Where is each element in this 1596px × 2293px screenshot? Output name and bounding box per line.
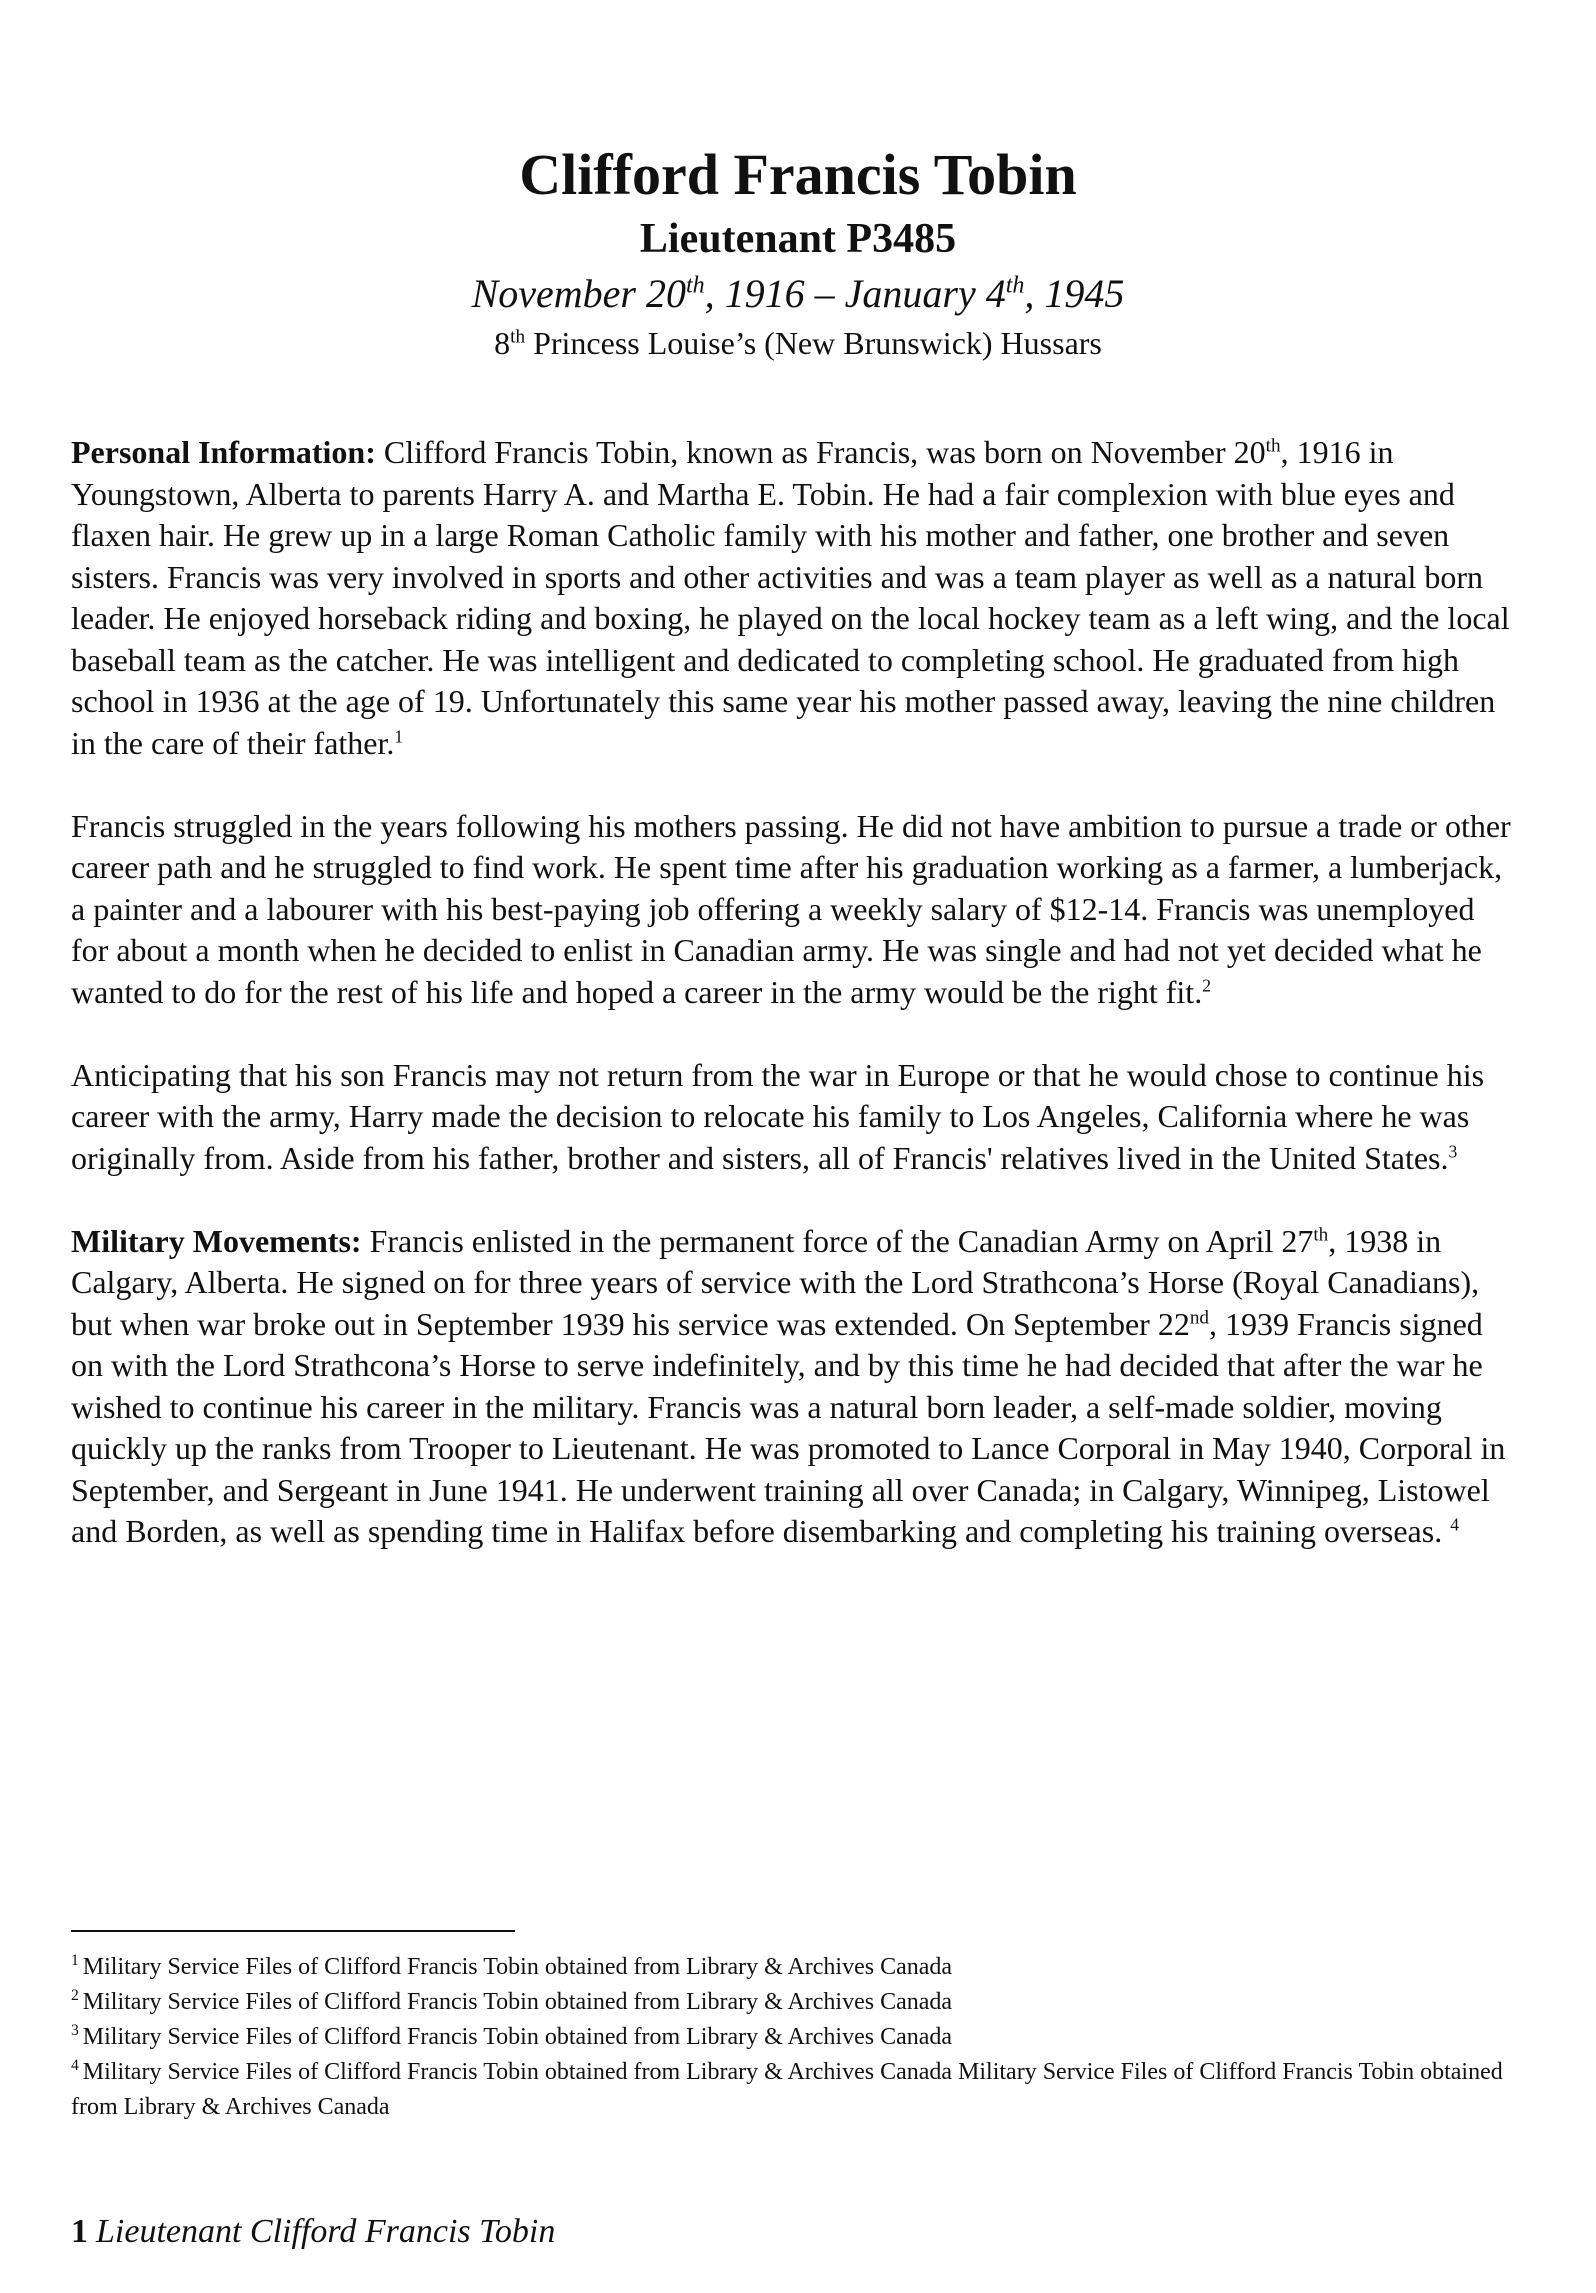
family-relocation-paragraph bbox=[71, 1055, 1511, 1180]
life-dates bbox=[0, 268, 1596, 320]
death-date-ordinal: th bbox=[1005, 272, 1025, 299]
footnote bbox=[71, 1950, 1511, 1985]
footnote-text: Military Service Files of Clifford Francis Tobin obtained from Library & Archives Canada Military Service Files of Clifford Francis Tobin obtained from Library & Archives Canada bbox=[71, 2059, 1503, 2120]
paragraph-text: Francis struggled in the years following his mothers passing. He did not have ambition to pursue a trade or other career path and he struggled to find work. He spent time after his graduation working as a farmer, a lumberjack, a painter and a labourer with his best-paying job offering a weekly salary of $12-14. Francis was unemployed for about a month when he decided to enlist in Canadian army. He was single and had not yet decided what he wanted to do for the rest of his life and hoped a career in the army would be the right fit. bbox=[71, 807, 1511, 1010]
page-number: 1 bbox=[71, 2213, 88, 2250]
regiment-name: Princess Louise’s (New Brunswick) Hussars bbox=[525, 325, 1102, 361]
paragraph-text: Anticipating that his son Francis may not return from the war in Europe or that he would chose to continue his career with the army, Harry made the decision to relocate his family to Los Angeles, California where he was originally from. Aside from his father, brother and sisters, all of Francis' relatives lived in the United States. bbox=[71, 1056, 1485, 1176]
footnote-divider bbox=[71, 1930, 515, 1932]
death-date-text: , 1916 – January 4 bbox=[704, 271, 1006, 316]
footnote bbox=[71, 2020, 1511, 2055]
footnote-number: 4 bbox=[71, 2057, 79, 2074]
death-year-text: , 1945 bbox=[1024, 271, 1125, 316]
footnote-text: Military Service Files of Clifford Francis Tobin obtained from Library & Archives Canada bbox=[82, 1954, 953, 1980]
military-movements-paragraph bbox=[71, 1221, 1511, 1553]
footnote-number: 2 bbox=[71, 1987, 79, 2004]
footnotes-section bbox=[71, 1950, 1511, 2125]
paragraph-text: , 1939 Francis signed on with the Lord Strathcona’s Horse to serve indefinitely, and by this time he had decided that after the war he wished to continue his career in the military. Francis was a natural born leader, a self-made soldier, moving quickly up the ranks from Trooper to Lieutenant. He was promoted to Lance Corporal in May 1940, Corporal in September, and Sergeant in June 1941. He underwent training all over Canada; in Calgary, Winnipeg, Listowel and Borden, as well as spending time in Halifax before disembarking and completing his training overseas. bbox=[71, 1305, 1506, 1549]
date-ordinal: th bbox=[1265, 435, 1281, 457]
footnote-reference[interactable]: 2 bbox=[1202, 974, 1211, 995]
document-body bbox=[71, 432, 1511, 1594]
footnote-reference[interactable]: 3 bbox=[1448, 1140, 1458, 1161]
birth-date-ordinal: th bbox=[685, 272, 705, 299]
footnote-text: Military Service Files of Clifford Francis Tobin obtained from Library & Archives Canada bbox=[82, 1989, 953, 2015]
rank-subtitle: Lieutenant P3485 bbox=[639, 216, 957, 262]
military-movements-heading: Military Movements: bbox=[71, 1222, 362, 1259]
birth-date-text: November 20 bbox=[471, 271, 686, 316]
paragraph-text: , 1938 in Calgary, Alberta. He signed on for three years of service with the Lord Strathcona’s Horse (Royal Canadians), but when war broke out in September 1939 his service was extended. On September 22 bbox=[71, 1222, 1480, 1342]
page-footer bbox=[71, 2210, 555, 2254]
personal-information-heading: Personal Information: bbox=[71, 434, 376, 470]
document-header bbox=[0, 140, 1596, 364]
footnote-number: 1 bbox=[71, 1952, 79, 1969]
regiment-line bbox=[0, 322, 1596, 364]
page-title: Clifford Francis Tobin bbox=[519, 142, 1077, 207]
running-title: Lieutenant Clifford Francis Tobin bbox=[96, 2213, 556, 2250]
paragraph-text: Clifford Francis Tobin, known as Francis, was born on November 20 bbox=[375, 434, 1266, 470]
footnote bbox=[71, 2055, 1511, 2125]
date-ordinal: th bbox=[1313, 1223, 1329, 1245]
footnote bbox=[71, 1985, 1511, 2020]
personal-information-paragraph bbox=[71, 432, 1511, 764]
career-paragraph bbox=[71, 806, 1511, 1014]
regiment-ordinal: th bbox=[510, 326, 526, 348]
footnote-text: Military Service Files of Clifford Francis Tobin obtained from Library & Archives Canada bbox=[82, 2024, 953, 2050]
footnote-reference[interactable]: 1 bbox=[394, 725, 404, 746]
footnote-number: 3 bbox=[71, 2022, 79, 2039]
paragraph-text: Francis enlisted in the permanent force of the Canadian Army on April 27 bbox=[361, 1222, 1314, 1259]
regiment-number: 8 bbox=[494, 325, 511, 361]
paragraph-text: , 1916 in Youngstown, Alberta to parents Harry A. and Martha E. Tobin. He had a fair complexion with blue eyes and flaxen hair. He grew up in a large Roman Catholic family with his mother and father, one brother and seven sisters. Francis was very involved in sports and other activities and was a team player as well as a natural born leader. He enjoyed horseback riding and boxing, he played on the local hockey team as a left wing, and the local baseball team as the catcher. He was intelligent and dedicated to completing school. He graduated from high school in 1936 at the age of 19. Unfortunately this same year his mother passed away, leaving the nine children in the care of their father. bbox=[71, 434, 1510, 761]
footnote-reference[interactable]: 4 bbox=[1450, 1514, 1459, 1535]
date-ordinal: nd bbox=[1189, 1306, 1210, 1328]
